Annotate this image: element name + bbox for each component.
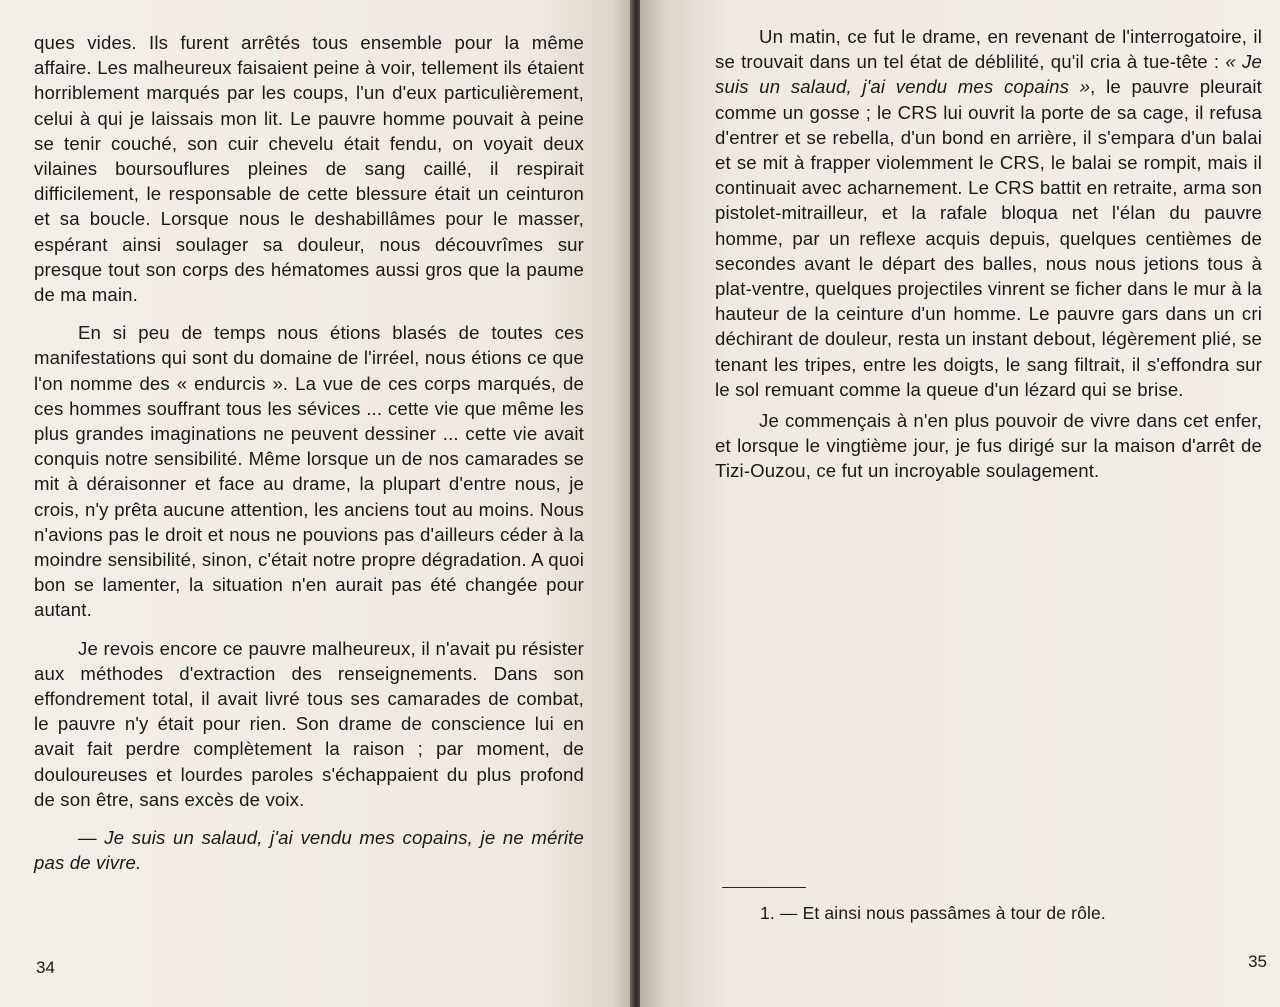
page-number-right: 35 [1248,952,1267,971]
right-paragraph-1-quote: « Je suis un salaud, j'ai vendu mes copains » [715,51,1262,98]
right-paragraph-2: Je commençais à n'en plus pouvoir de vivre dans cet enfer, et lorsque le vingtième jour, je fus dirigé sur la maison d'arrêt de Tizi-Ouzou, ce fut un incroyable soulagement. [715,410,1262,482]
left-paragraph-2: En si peu de temps nous étions blasés de toutes ces manifestations qui sont du domaine de l'irréel, nous étions ce que l'on nomme des « endurcis ». La vue de ces corps marqués, de ces hommes souffrant tous les sévices ... cette vie que même les plus grandes imaginations ne peuvent dessiner ... cette vie avait conquis notre sensibilité. Même lorsque un de nos camarades se mit à déraisonner et face au drame, la plupart d'entre nous, je crois, n'y prêta aucune attention, les anciens tout au moins. Nous n'avions pas le droit et nous ne pouvions pas d'ailleurs céder à la moindre sensibilité, sinon, c'était notre propre dégradation. A quoi bon se lamenter, la situation n'en aurait pas été changée pour autant. [34,322,584,621]
left-quote-paragraph: — Je suis un salaud, j'ai vendu mes copains, je ne mérite pas de vivre. [34,827,584,874]
right-paragraph-1-end: , le pauvre pleurait comme un gosse ; le CRS lui ouvrit la porte de sa cage, il refusa d'entrer et se rebella, d'un bond en arrière, il s'empara d'un balai et se mit à frapper violemment le CRS, le balai se rompit, mais il continuait avec acharnement. Le CRS battit en retraite, arma son pistolet-mitrailleur, et la rafale bloqua net l'élan du pauvre homme, par un reflexe acquis depuis, quelques centièmes de secondes avant le départ des balles, nous nous jetions tous à plat-ventre, quelques projectiles vinrent se ficher dans le mur à la hauteur de la ceinture d'un homme. Le pauvre gars dans un cri déchirant de douleur, resta un instant debout, légèrement plié, se tenant les tripes, entre les doigts, le sang filtrait, il s'effondra sur le sol remuant comme la queue d'un lézard qui se brise. [715,76,1262,400]
right-page [640,0,1280,1007]
left-paragraph-3: Je revois encore ce pauvre malheureux, il n'avait pu résister aux méthodes d'extraction des renseignements. Dans son effondrement total, il avait livré tous ses camarades de combat, le pauvre n'y était pour rien. Son drame de conscience lui en avait fait perdre complètement la raison ; par moment, de douloureuses et lourdes paroles s'échappaient du plus profond de son être, sans excès de voix. [34,637,584,810]
left-page [0,0,632,1007]
right-paragraph-1 [715,24,1262,402]
page-number-left: 34 [36,958,55,977]
left-page-text [34,30,584,876]
left-paragraph-1: ques vides. Ils furent arrêtés tous ensemble pour la même affaire. Les malheureux faisaient peine à voir, tellement ils étaient horriblement marqués par les coups, l'un d'eux particulièrement, celui à qui je laissais mon lit. Le pauvre homme pouvait à peine se tenir couché, son cuir chevelu était fendu, on voyait deux vilaines boursouflures pleines de sang caillé, il respirait difficilement, le responsable de cette blessure était un ceinturon et sa boucle. Lorsque nous le deshabillâmes pour le masser, espérant ainsi soulager sa douleur, nous découvrîmes sur presque tout son corps des hématomes aussi gros que la paume de ma main. [34,32,584,306]
footnote: 1. — Et ainsi nous passâmes à tour de rôle. [760,903,1106,923]
right-paragraph-1-start: Un matin, ce fut le drame, en revenant de l'interrogatoire, il se trouvait dans un tel état de déblilité, qu'il cria à tue-tête : [715,26,1262,73]
footnote-rule [722,887,806,888]
right-page-text [715,24,1262,484]
